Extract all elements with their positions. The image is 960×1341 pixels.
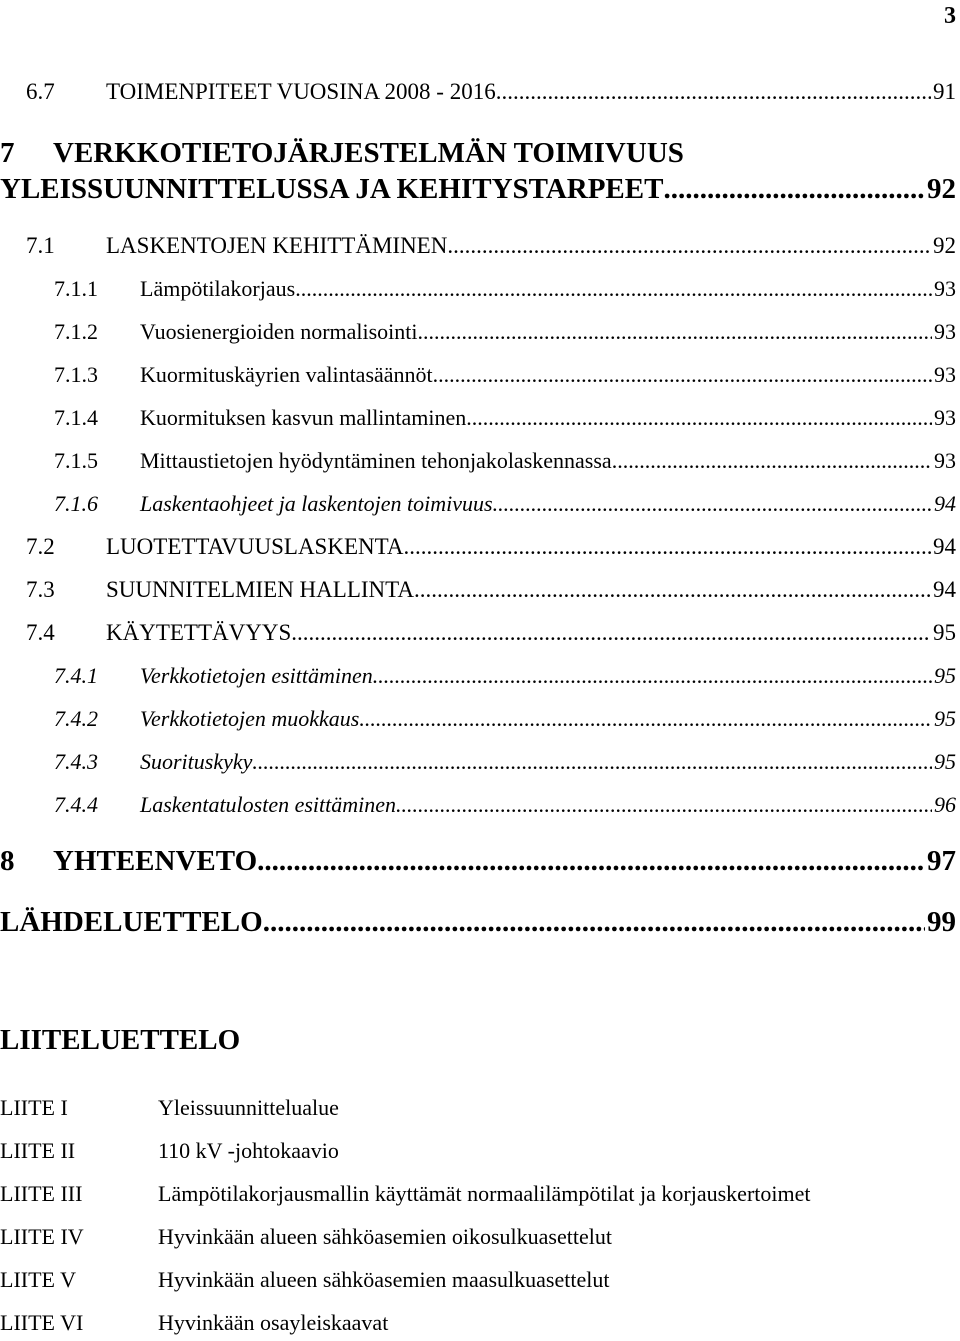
toc-entry-page: 99 — [927, 906, 956, 938]
toc-entry-page: 95 — [933, 620, 956, 645]
toc-entry-page: 93 — [934, 362, 956, 387]
toc-entry-number: 7.2 — [26, 534, 55, 559]
toc-entry-page: 92 — [933, 233, 956, 258]
toc-entry-page: 93 — [934, 448, 956, 473]
toc-entry-title: Vuosienergioiden normalisointi — [140, 319, 418, 344]
toc-entry-page: 93 — [934, 276, 956, 301]
appendix-code: LIITE IV — [0, 1224, 84, 1249]
appendix-row — [0, 1265, 960, 1295]
toc-chapter-7-title-line2[interactable] — [0, 170, 956, 206]
toc-entry-page: 94 — [933, 577, 956, 602]
toc-entry-number: 7.4.1 — [54, 663, 98, 688]
toc-entry-page: 93 — [934, 405, 956, 430]
toc-entry-7-4-3[interactable] — [0, 740, 956, 776]
toc-entry-7-4-4[interactable] — [0, 783, 956, 819]
appendix-description: Hyvinkään osayleiskaavat — [158, 1310, 389, 1335]
toc-entry-title: LUOTETTAVUUSLASKENTA — [106, 534, 404, 559]
toc-entry-page: 94 — [934, 491, 956, 516]
toc-entry-7-4[interactable] — [0, 611, 956, 647]
toc-leader-dots — [447, 232, 931, 260]
toc-entry-title: Laskentaohjeet ja laskentojen toimivuus — [140, 491, 493, 516]
toc-leader-dots — [359, 705, 932, 733]
toc-leader-dots — [295, 275, 932, 303]
toc-entry-7-3[interactable] — [0, 568, 956, 604]
toc-entry-number: 7.4.4 — [54, 792, 98, 817]
toc-entry-number: 7.3 — [26, 577, 55, 602]
toc-entry-page: 95 — [934, 706, 956, 731]
toc-leader-dots — [403, 533, 931, 561]
appendix-description: Hyvinkään alueen sähköasemien oikosulkuasettelut — [158, 1224, 612, 1249]
toc-leader-dots — [466, 404, 932, 432]
toc-entry-title: KÄYTETTÄVYYS — [106, 620, 292, 645]
toc-entry-7-1-4[interactable] — [0, 396, 956, 432]
appendix-description: Lämpötilakorjausmallin käyttämät normaalilämpötilat ja korjauskertoimet — [158, 1181, 811, 1206]
toc-leader-dots — [396, 791, 932, 819]
toc-leader-dots — [373, 662, 932, 690]
toc-leader-dots — [291, 619, 931, 647]
toc-entry-title: VERKKOTIETOJÄRJESTELMÄN TOIMIVUUS — [53, 137, 684, 169]
toc-entry-page: 93 — [934, 319, 956, 344]
toc-entry-7-1-1[interactable] — [0, 267, 956, 303]
toc-entry-title: Mittaustietojen hyödyntäminen tehonjakolaskennassa — [140, 448, 612, 473]
toc-leader-dots — [663, 172, 925, 206]
toc-leader-dots — [414, 576, 931, 604]
appendix-row — [0, 1222, 960, 1252]
toc-entry-title: Lämpötilakorjaus — [140, 276, 296, 301]
toc-entry-number: 7.1.1 — [54, 276, 98, 301]
toc-entry-page: 95 — [934, 749, 956, 774]
toc-entry-page: 95 — [934, 663, 956, 688]
toc-leader-dots — [418, 318, 932, 346]
appendix-row — [0, 1179, 960, 1209]
toc-entry-number: 7.1.5 — [54, 448, 98, 473]
toc-entry-title: Verkkotietojen esittäminen — [140, 663, 373, 688]
toc-references[interactable] — [0, 903, 956, 939]
toc-leader-dots — [612, 447, 932, 475]
toc-leader-dots — [257, 844, 925, 878]
toc-entry-title: Verkkotietojen muokkaus — [140, 706, 360, 731]
toc-entry-7-4-2[interactable] — [0, 697, 956, 733]
toc-entry-title: YHTEENVETO — [53, 845, 258, 877]
appendix-description: Hyvinkään alueen sähköasemien maasulkuasettelut — [158, 1267, 610, 1292]
appendix-code: LIITE V — [0, 1267, 76, 1292]
appendix-code: LIITE III — [0, 1181, 83, 1206]
toc-entry-7-1-5[interactable] — [0, 439, 956, 475]
toc-entry-7-1-2[interactable] — [0, 310, 956, 346]
page-number: 3 — [944, 3, 956, 29]
appendix-description: Yleissuunnittelualue — [158, 1095, 339, 1120]
toc-entry-7-1-6[interactable] — [0, 482, 956, 518]
toc-entry-number: 7.4.2 — [54, 706, 98, 731]
toc-entry-number: 7.4.3 — [54, 749, 98, 774]
appendix-code: LIITE II — [0, 1138, 76, 1163]
toc-entry-7-4-1[interactable] — [0, 654, 956, 690]
toc-entry-title: LÄHDELUETTELO — [0, 906, 263, 938]
toc-entry-number: 7.1.6 — [54, 491, 98, 516]
toc-leader-dots — [493, 490, 932, 518]
toc-leader-dots — [263, 905, 925, 939]
toc-entry-page: 91 — [933, 79, 956, 104]
toc-entry-title: TOIMENPITEET VUOSINA 2008 - 2016 — [106, 79, 496, 104]
toc-entry-title: YLEISSUUNNITTELUSSA JA KEHITYSTARPEET — [0, 173, 664, 205]
appendix-row — [0, 1093, 960, 1123]
toc-entry-number: 7.1 — [26, 233, 55, 258]
toc-entry-7-1-3[interactable] — [0, 353, 956, 389]
toc-entry-number: 7.1.4 — [54, 405, 98, 430]
appendix-description: 110 kV -johtokaavio — [158, 1138, 339, 1163]
toc-entry-number: 7.1.3 — [54, 362, 98, 387]
appendix-code: LIITE I — [0, 1095, 68, 1120]
appendix-row — [0, 1136, 960, 1166]
appendix-code: LIITE VI — [0, 1310, 84, 1335]
toc-entry-number: 7 — [0, 137, 15, 169]
toc-entry-title: Laskentatulosten esittäminen — [140, 792, 397, 817]
toc-entry-number: 8 — [0, 845, 15, 877]
toc-leader-dots — [433, 361, 932, 389]
toc-entry-number: 6.7 — [26, 79, 55, 104]
toc-entry-number: 7.4 — [26, 620, 55, 645]
toc-entry-title: Suorituskyky — [140, 749, 253, 774]
toc-chapter-7-title-line1[interactable] — [0, 136, 684, 170]
toc-entry-title: Kuormituskäyrien valintasäännöt — [140, 362, 433, 387]
toc-leader-dots — [496, 78, 931, 106]
toc-entry-page: 94 — [933, 534, 956, 559]
toc-entry-6-7[interactable] — [0, 70, 956, 106]
appendix-heading: LIITELUETTELO — [0, 1024, 241, 1056]
toc-leader-dots — [252, 748, 932, 776]
toc-entry-page: 92 — [927, 173, 956, 205]
appendix-row — [0, 1308, 960, 1338]
toc-entry-number: 7.1.2 — [54, 319, 98, 344]
toc-entry-page: 96 — [934, 792, 956, 817]
toc-entry-title: Kuormituksen kasvun mallintaminen — [140, 405, 467, 430]
toc-entry-title: SUUNNITELMIEN HALLINTA — [106, 577, 414, 602]
toc-entry-title: LASKENTOJEN KEHITTÄMINEN — [106, 233, 448, 258]
toc-entry-7-2[interactable] — [0, 525, 956, 561]
toc-entry-7-1[interactable] — [0, 224, 956, 260]
toc-entry-page: 97 — [927, 845, 956, 877]
toc-chapter-8[interactable] — [0, 842, 956, 878]
